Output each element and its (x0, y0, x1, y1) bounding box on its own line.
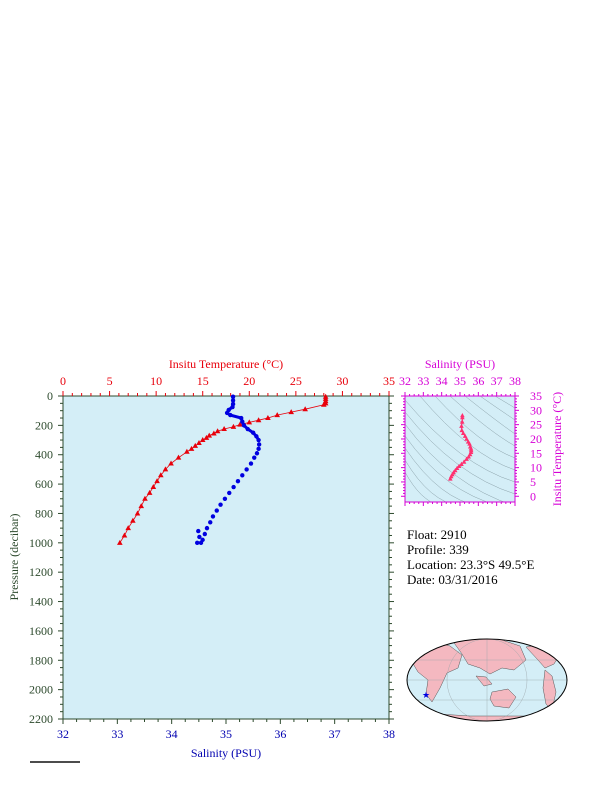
salinity-point (255, 451, 259, 455)
pressure-tick-label: 200 (35, 418, 53, 433)
location: Location: 23.3°S 49.5°E (407, 557, 535, 572)
salinity-point (256, 447, 260, 451)
pressure-tick-label: 400 (35, 447, 53, 462)
profile-number: Profile: 339 (407, 542, 469, 557)
salinity-point (240, 473, 244, 477)
pressure-tick-label: 0 (47, 389, 53, 403)
salinity-tick-label: 38 (383, 727, 395, 741)
salinity-point (257, 442, 261, 446)
ts-temperature-axis-title: Insitu Temperature (°C) (550, 391, 564, 507)
ts-temperature-tick-label: 0 (530, 489, 536, 504)
world-map (407, 638, 567, 722)
temperature-tick-label: 15 (196, 374, 209, 388)
salinity-point (199, 541, 203, 545)
ts-salinity-axis-ticks (399, 374, 521, 388)
salinity-tick-label: 34 (165, 727, 178, 741)
salinity-tick-label: 35 (220, 727, 232, 741)
temperature-tick-label: 20 (243, 374, 256, 388)
ts-temperature-tick-label: 25 (530, 417, 542, 432)
salinity-point (227, 491, 231, 495)
profile-plot-area (63, 396, 389, 719)
temperature-axis-title: Insitu Temperature (°C) (168, 357, 284, 371)
float-id: Float: 2910 (407, 527, 467, 542)
ts-salinity-tick-label: 32 (399, 374, 411, 388)
ts-plot-area (405, 396, 515, 502)
salinity-point (252, 455, 256, 459)
ts-salinity-tick-label: 34 (435, 374, 448, 388)
pressure-tick-label: 2000 (29, 682, 53, 697)
temperature-axis-ticks (60, 374, 395, 388)
salinity-axis-ticks (57, 727, 395, 741)
ts-salinity-tick-label: 36 (472, 374, 485, 388)
salinity-point (249, 461, 253, 465)
ts-diagram (399, 357, 564, 506)
salinity-tick-label: 37 (328, 727, 341, 741)
temperature-tick-label: 30 (336, 374, 349, 388)
salinity-point (215, 508, 219, 512)
ts-temperature-tick-label: 20 (530, 431, 542, 446)
temperature-tick-label: 25 (289, 374, 302, 388)
pressure-tick-label: 800 (35, 506, 53, 521)
ts-salinity-tick-label: 38 (509, 374, 521, 388)
salinity-tick-label: 33 (111, 727, 124, 741)
ts-temperature-tick-label: 35 (530, 389, 542, 403)
pressure-tick-label: 1800 (29, 653, 53, 668)
temperature-tick-label: 5 (106, 374, 113, 388)
float-info (407, 527, 534, 587)
temperature-tick-label: 35 (383, 374, 395, 388)
pressure-tick-label: 1400 (29, 594, 53, 609)
salinity-point (211, 514, 215, 518)
salinity-point (203, 532, 207, 536)
salinity-point (231, 485, 235, 489)
salinity-point (205, 526, 209, 530)
salinity-point (223, 497, 227, 501)
salinity-point (236, 479, 240, 483)
salinity-point (208, 520, 212, 524)
pressure-tick-label: 600 (35, 477, 53, 492)
salinity-point (195, 541, 199, 545)
salinity-point (244, 467, 248, 471)
ts-salinity-tick-label: 33 (417, 374, 430, 388)
salinity-tick-label: 36 (274, 727, 287, 741)
pressure-tick-label: 2200 (29, 712, 53, 726)
ts-temperature-tick-label: 30 (530, 403, 542, 418)
pressure-axis-title: Pressure (decibar) (7, 513, 21, 601)
salinity-tick-label: 32 (57, 727, 69, 741)
ts-temperature-axis-ticks (530, 389, 542, 503)
salinity-point (196, 529, 200, 533)
ts-salinity-tick-label: 37 (490, 374, 503, 388)
date: Date: 03/31/2016 (407, 572, 498, 587)
pressure-tick-label: 1200 (29, 565, 53, 580)
float-location-marker: ★ (421, 691, 431, 701)
footer-mark (30, 761, 80, 763)
ts-temperature-tick-label: 15 (530, 446, 542, 461)
pressure-axis-ticks (29, 389, 53, 726)
salinity-axis-title: Salinity (PSU) (190, 746, 262, 760)
profile-chart (7, 357, 395, 760)
pressure-tick-label: 1000 (29, 535, 53, 550)
ts-temperature-tick-label: 5 (530, 474, 536, 489)
pressure-tick-label: 1600 (29, 623, 53, 638)
ts-salinity-axis-title: Salinity (PSU) (424, 357, 496, 371)
ts-temperature-tick-label: 10 (530, 460, 542, 475)
temperature-tick-label: 0 (60, 374, 66, 388)
ts-salinity-tick-label: 35 (454, 374, 466, 388)
salinity-point (218, 502, 222, 506)
temperature-tick-label: 10 (150, 374, 163, 388)
salinity-point (197, 535, 201, 539)
